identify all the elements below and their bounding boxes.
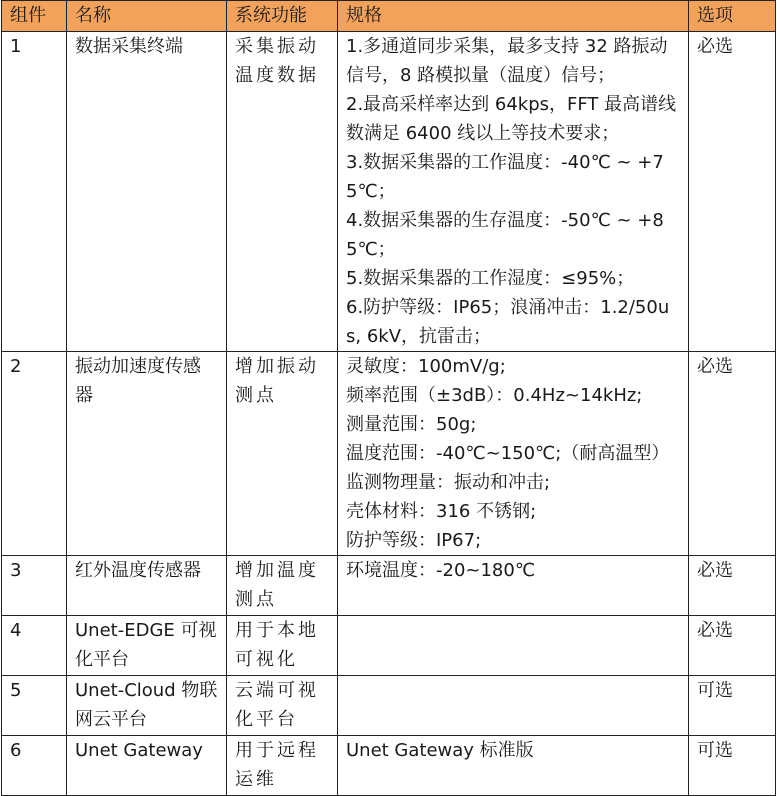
spec-line: 6.防护等级：IP65；浪涌冲击：1.2/50us, 6kV，抗雷击； <box>346 297 670 347</box>
spec-line: Unet Gateway 标准版 <box>346 740 534 761</box>
cell-option: 必选 <box>689 32 776 352</box>
cell-spec <box>338 352 689 556</box>
cell-function: 采集振动温度数据 <box>227 32 338 352</box>
cell-option: 必选 <box>689 616 776 676</box>
header-spec: 规格 <box>338 1 689 32</box>
cell-function: 用于远程运维 <box>227 736 338 796</box>
header-option: 选项 <box>689 1 776 32</box>
table-row <box>2 32 776 352</box>
cell-option: 可选 <box>689 676 776 736</box>
table-row <box>2 556 776 616</box>
cell-spec <box>338 556 689 616</box>
cell-spec <box>338 616 689 676</box>
spec-line: 测量范围：50g; <box>346 414 477 435</box>
cell-name: 振动加速度传感器 <box>67 352 227 556</box>
cell-id: 4 <box>2 616 67 676</box>
table-header-row <box>2 1 776 32</box>
header-function: 系统功能 <box>227 1 338 32</box>
cell-id: 1 <box>2 32 67 352</box>
cell-function: 增加振动测点 <box>227 352 338 556</box>
spec-line: 4.数据采集器的生存温度：-50℃ ~ +85℃； <box>346 210 664 260</box>
cell-function: 云端可视化平台 <box>227 676 338 736</box>
table-body <box>2 32 776 796</box>
cell-name: 红外温度传感器 <box>67 556 227 616</box>
cell-id: 5 <box>2 676 67 736</box>
table-row <box>2 736 776 796</box>
cell-name: Unet-EDGE 可视化平台 <box>67 616 227 676</box>
spec-line: 频率范围（±3dB）：0.4Hz~14kHz; <box>346 385 643 406</box>
table-row <box>2 676 776 736</box>
component-spec-table <box>1 0 776 796</box>
cell-spec <box>338 676 689 736</box>
cell-spec <box>338 32 689 352</box>
spec-line: 温度范围：-40℃~150℃;（耐高温型） <box>346 443 670 464</box>
spec-line: 壳体材料：316 不锈钢; <box>346 501 537 522</box>
spec-line: 灵敏度：100mV/g; <box>346 356 506 377</box>
cell-name: Unet-Cloud 物联网云平台 <box>67 676 227 736</box>
cell-name: 数据采集终端 <box>67 32 227 352</box>
spec-line: 监测物理量：振动和冲击; <box>346 472 551 493</box>
spec-line: 环境温度：-20~180℃ <box>346 560 536 581</box>
cell-id: 6 <box>2 736 67 796</box>
spec-line: 2.最高采样率达到 64kps，FFT 最高谱线数满足 6400 线以上等技术要求； <box>346 94 677 144</box>
cell-option: 可选 <box>689 736 776 796</box>
cell-option: 必选 <box>689 352 776 556</box>
header-name: 名称 <box>67 1 227 32</box>
cell-function: 增加温度测点 <box>227 556 338 616</box>
spec-line: 5.数据采集器的工作湿度：≤95%； <box>346 268 635 289</box>
spec-line: 1.多通道同步采集，最多支持 32 路振动信号，8 路模拟量（温度）信号； <box>346 36 668 86</box>
cell-name: Unet Gateway <box>67 736 227 796</box>
header-id: 组件 <box>2 1 67 32</box>
spec-line: 防护等级：IP67; <box>346 530 482 551</box>
cell-function: 用于本地可视化 <box>227 616 338 676</box>
spec-line: 3.数据采集器的工作温度：-40℃ ~ +75℃； <box>346 152 664 202</box>
table-row <box>2 352 776 556</box>
cell-option: 必选 <box>689 556 776 616</box>
cell-spec <box>338 736 689 796</box>
cell-id: 3 <box>2 556 67 616</box>
cell-id: 2 <box>2 352 67 556</box>
table-row <box>2 616 776 676</box>
